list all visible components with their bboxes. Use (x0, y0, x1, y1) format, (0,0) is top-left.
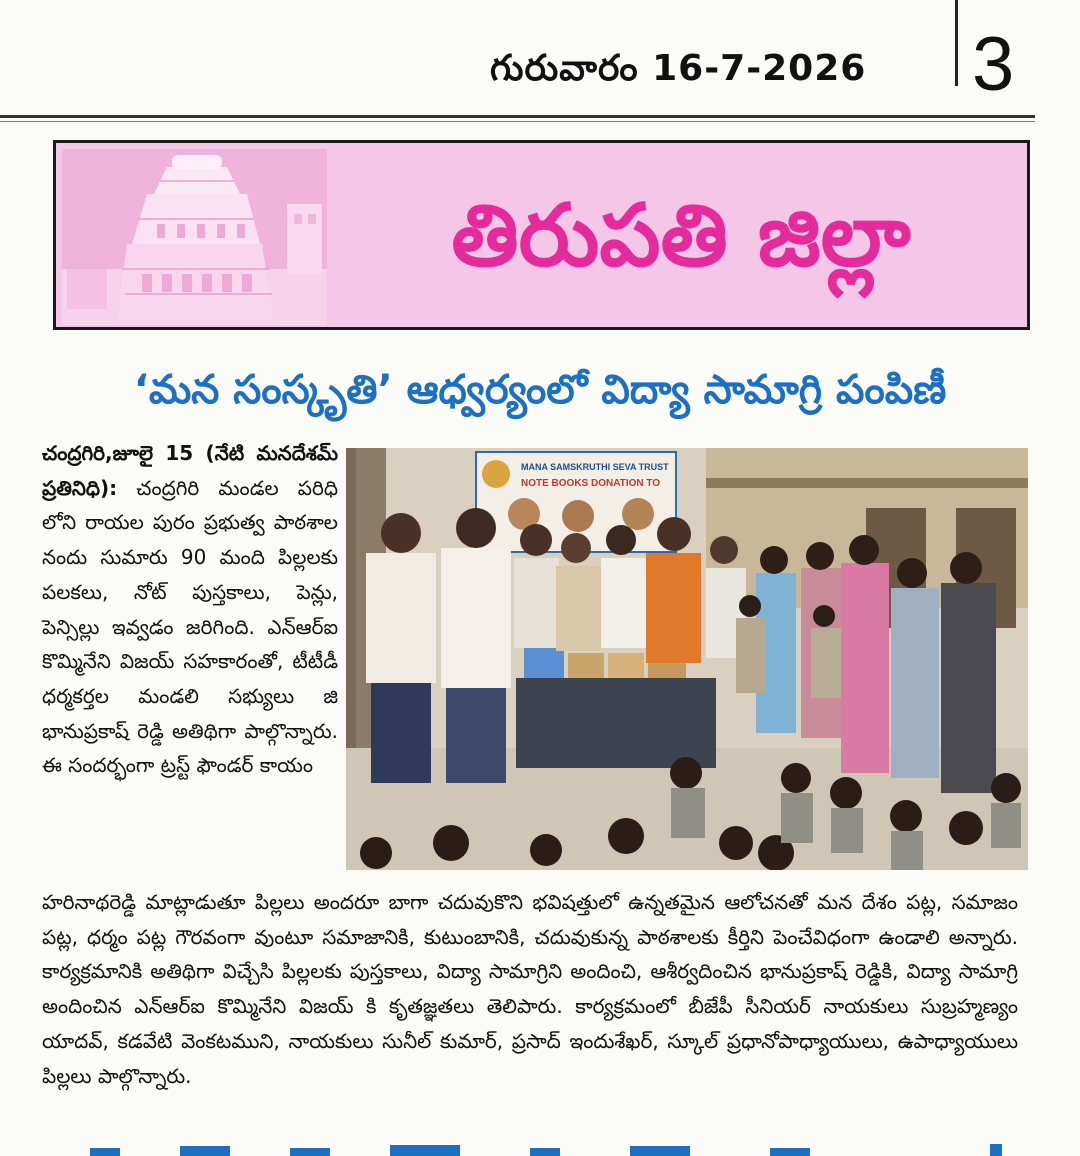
next-headline-fragment (30, 1140, 1030, 1156)
header-rule-thin (0, 121, 1035, 122)
photo-banner-text: MANA SAMSKRUTHI SEVA TRUST (521, 462, 669, 472)
photo-banner-subtext: NOTE BOOKS DONATION TO (521, 478, 661, 489)
district-title: తిరుపతి జిల్లా (451, 186, 911, 286)
temple-illustration (62, 149, 327, 325)
issue-date: గురువారం 16-7-2026 (490, 48, 867, 89)
event-photo (346, 448, 1028, 870)
section-banner (53, 140, 1030, 330)
header-rule (0, 115, 1035, 118)
article-dateline: చంద్రగిరి,జూలై 15 (నేటి మనదేశమ్ ప్రతినిధి): (42, 441, 338, 500)
article-column-body: చంద్రగిరి మండల పరిధి లోని రాయల పురం ప్రభుత్వ పాఠశాల నందు సుమారు 90 మంది పిల్లలకు పలకలు, నోట్ పుస్తకాలు, పెన్లు, పెన్సిల్లు ఇవ్వడం జరిగింది. ఎన్ఆర్ఐ కొమ్మినేని విజయ్ సహకారంతో, టీటీడీ ధర్మకర్తల మండలి సభ్యులు జి భానుప్రకాష్ రెడ్డి అతిథిగా పాల్గొన్నారు. ఈ సందర్భంగా ట్రస్ట్ ఫౌండర్ కాయం (42, 475, 338, 778)
page-number: 3 (972, 22, 1015, 107)
article-headline: ‘మన సంస్కృతి’ ఆధ్వర్యంలో విద్యా సామాగ్రి పంపిణీ (133, 367, 947, 413)
article-continuation: హరినాథరెడ్డి మాట్లాడుతూ పిల్లలు అందరూ బాగా చదువుకొని భవిషత్తులో ఉన్నతమైన ఆలోచనతో మన దేశం పట్ల, సమాజం పట్ల, ధర్మం పట్ల గౌరవంగా వుంటూ సమాజానికి, కుటుంబానికి, చదువుకున్న పాఠశాలకు కీర్తిని పెంచేవిధంగా ఉండాలి అన్నారు. కార్యక్రమానికి అతిథిగా విచ్చేసి పిల్లలకు పుస్తకాలు, విద్యా సామాగ్రిని అందించి, ఆశీర్వదించిన భానుప్రకాష్ రెడ్డికి, విద్యా సామాగ్రి అందించిన ఎన్ఆర్ఐ కొమ్మినేని విజయ్ కి కృతజ్ఞతలు తెలిపారు. కార్యక్రమంలో బీజేపీ సీనియర్ నాయకులు సుబ్రహ్మణ్యం యాదవ్, కడవేటి వెంకటముని, నాయకులు సునీల్ కుమార్, ప్రసాద్ ఇందుశేఖర్, స్కూల్ ప్రధానోపాధ్యాయులు, ఉపాధ్యాయులు పిల్లలు పాల్గొన్నారు. (42, 890, 1018, 1088)
article-column (42, 436, 338, 876)
header-divider (955, 0, 958, 86)
